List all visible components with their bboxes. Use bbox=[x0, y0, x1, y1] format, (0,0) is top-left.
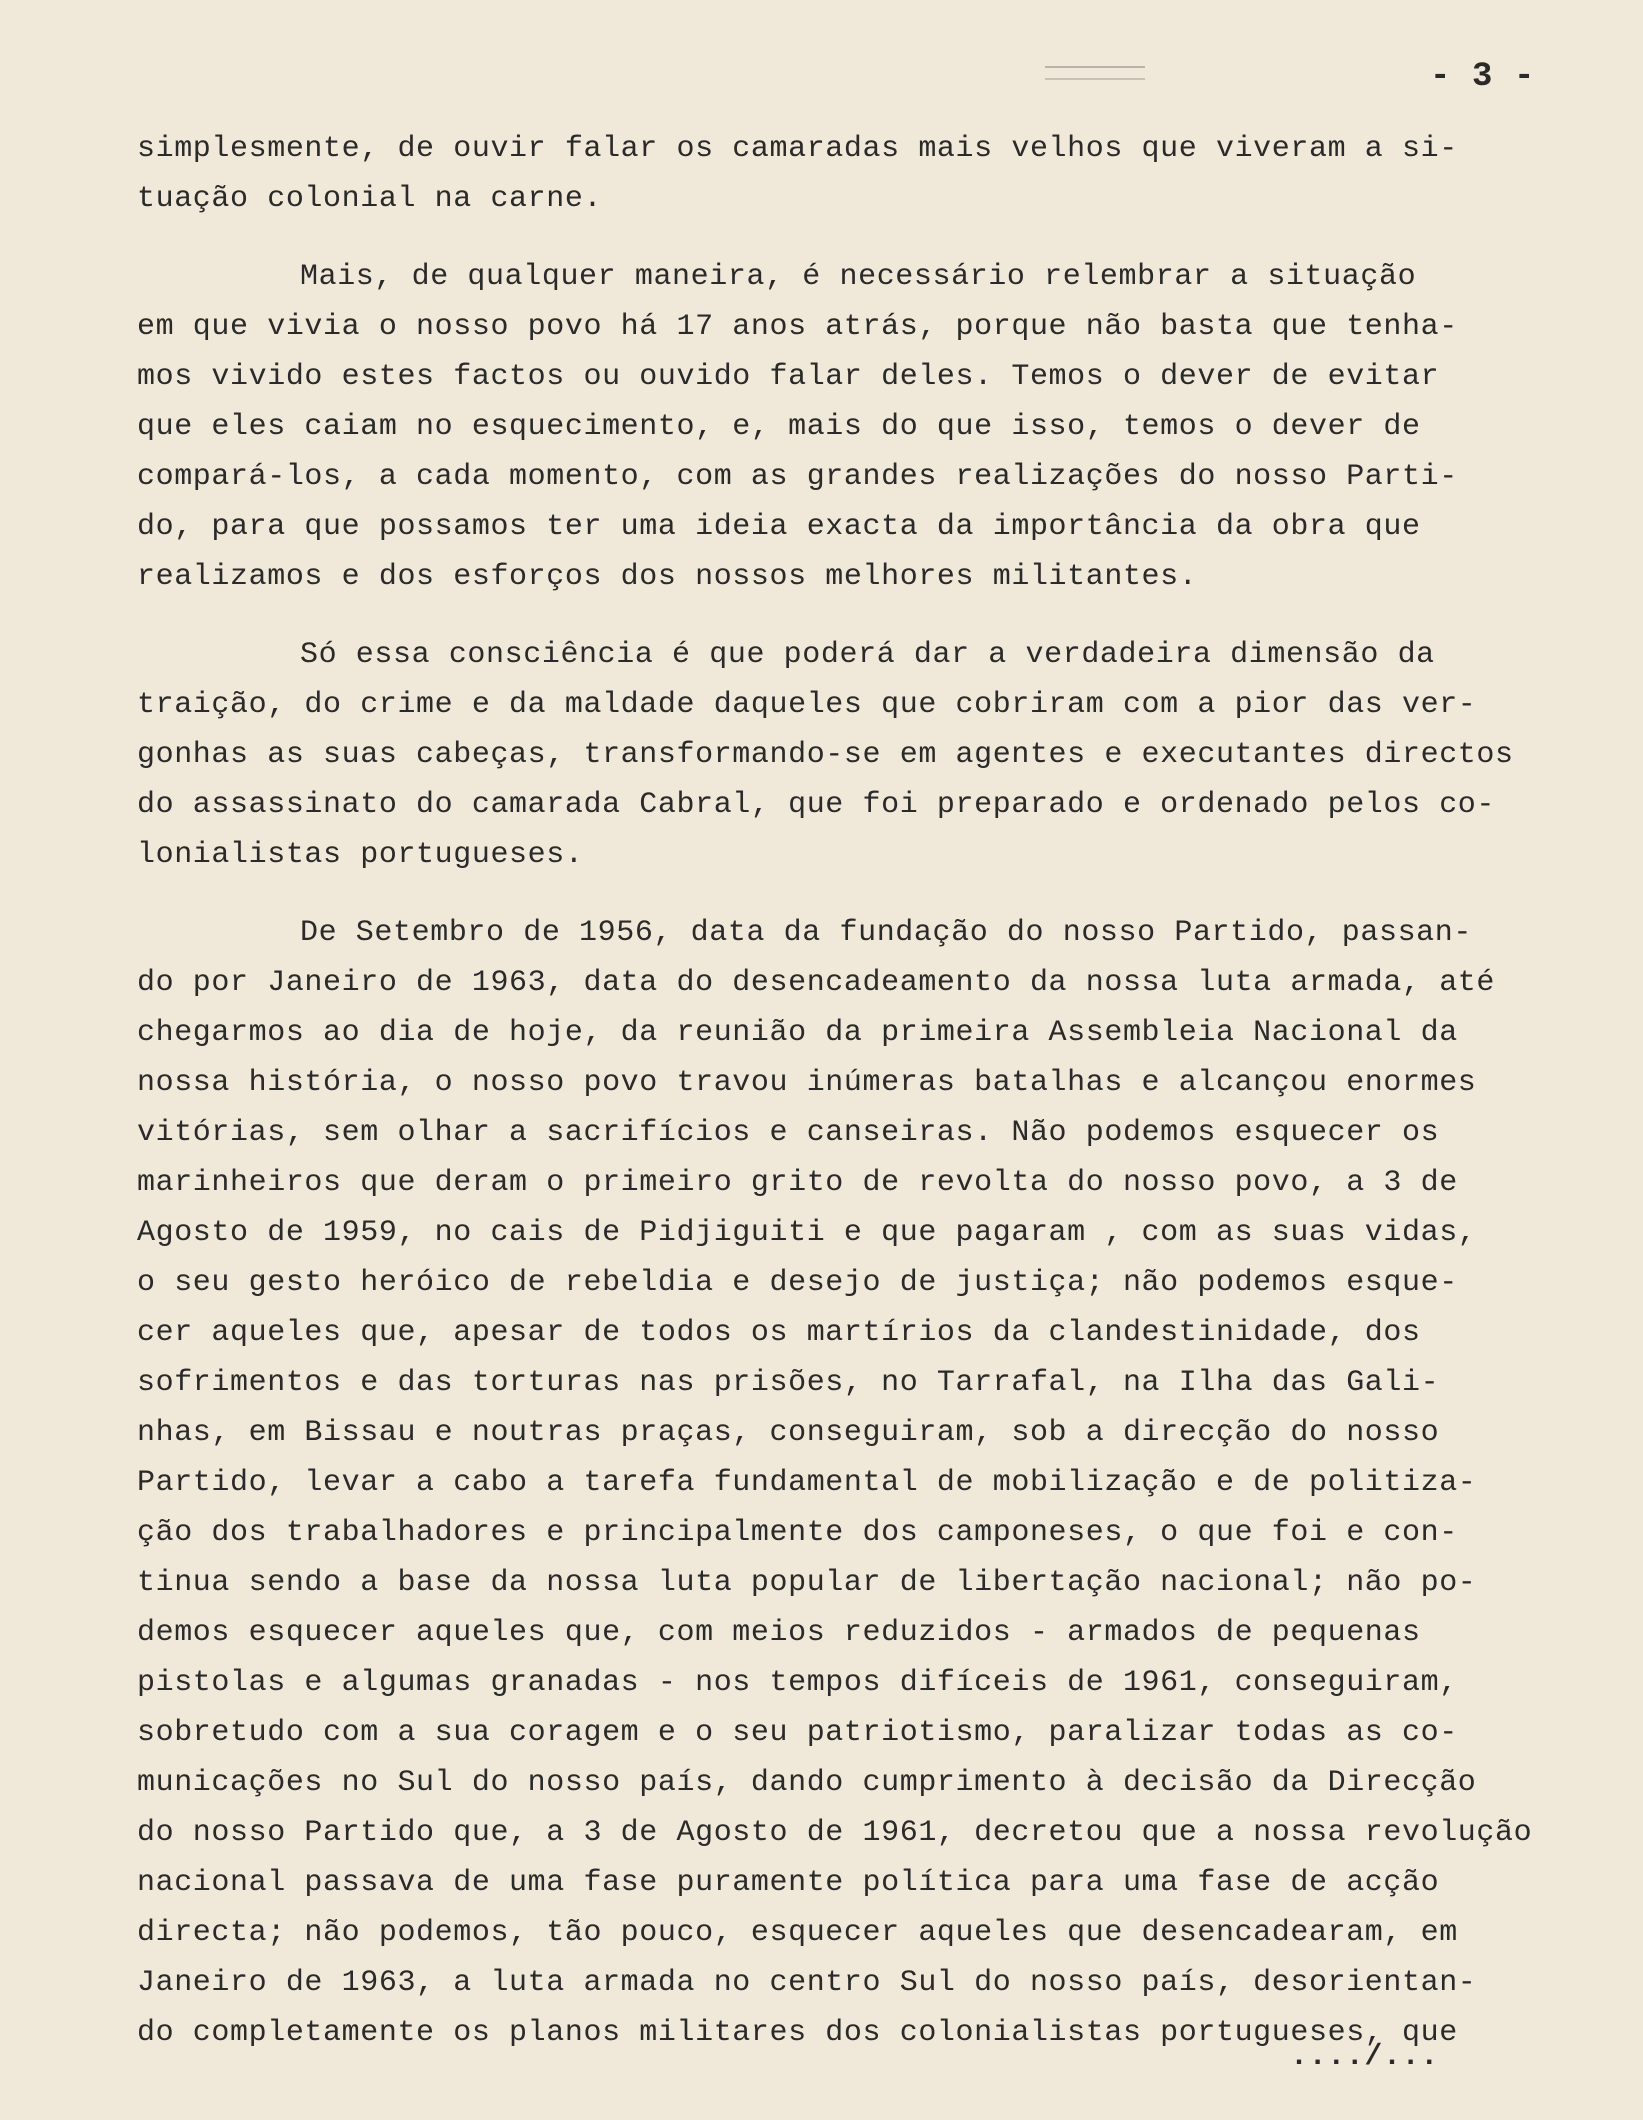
text-line: nossa história, o nosso povo travou inúmeras batalhas e alcançou enormes bbox=[137, 1066, 1477, 1100]
paragraph bbox=[137, 124, 1602, 224]
text-line: marinheiros que deram o primeiro grito de revolta do nosso povo, a 3 de bbox=[137, 1166, 1458, 1200]
text-line: municações no Sul do nosso país, dando cumprimento à decisão da Direcção bbox=[137, 1766, 1477, 1800]
text-line: do nosso Partido que, a 3 de Agosto de 1961, decretou que a nossa revolução bbox=[137, 1816, 1533, 1850]
text-line: Só essa consciência é que poderá dar a verdadeira dimensão da bbox=[300, 638, 1435, 672]
text-line: do por Janeiro de 1963, data do desencadeamento da nossa luta armada, até bbox=[137, 966, 1496, 1000]
text-line: que eles caiam no esquecimento, e, mais do que isso, temos o dever de bbox=[137, 410, 1421, 444]
text-line: do assassinato do camarada Cabral, que foi preparado e ordenado pelos co- bbox=[137, 788, 1496, 822]
paragraph bbox=[137, 908, 1602, 2058]
text-line: Janeiro de 1963, a luta armada no centro Sul do nosso país, desorientan- bbox=[137, 1966, 1477, 2000]
text-line: nhas, em Bissau e noutras praças, conseguiram, sob a direcção do nosso bbox=[137, 1416, 1440, 1450]
document-body bbox=[137, 124, 1602, 2058]
text-line: gonhas as suas cabeças, transformando-se em agentes e executantes directos bbox=[137, 738, 1514, 772]
text-line: compará-los, a cada momento, com as grandes realizações do nosso Parti- bbox=[137, 460, 1458, 494]
stamp-mark bbox=[1045, 66, 1145, 80]
text-line: tuação colonial na carne. bbox=[137, 182, 603, 216]
text-line: mos vivido estes factos ou ouvido falar deles. Temos o dever de evitar bbox=[137, 360, 1440, 394]
text-line: do completamente os planos militares dos colonialistas portugueses, que bbox=[137, 2016, 1458, 2050]
page-number: - 3 - bbox=[1430, 58, 1536, 96]
text-line: cer aqueles que, apesar de todos os martírios da clandestinidade, dos bbox=[137, 1316, 1421, 1350]
text-line: traição, do crime e da maldade daqueles que cobriram com a pior das ver- bbox=[137, 688, 1477, 722]
text-line: demos esquecer aqueles que, com meios reduzidos - armados de pequenas bbox=[137, 1616, 1421, 1650]
paragraph bbox=[137, 252, 1602, 602]
text-line: tinua sendo a base da nossa luta popular de libertação nacional; não po- bbox=[137, 1566, 1477, 1600]
text-line: simplesmente, de ouvir falar os camaradas mais velhos que viveram a si- bbox=[137, 132, 1458, 166]
text-line: Mais, de qualquer maneira, é necessário relembrar a situação bbox=[300, 260, 1417, 294]
text-line: pistolas e algumas granadas - nos tempos difíceis de 1961, conseguiram, bbox=[137, 1666, 1458, 1700]
text-line: Agosto de 1959, no cais de Pidjiguiti e que pagaram , com as suas vidas, bbox=[137, 1216, 1477, 1250]
text-line: lonialistas portugueses. bbox=[137, 838, 584, 872]
text-line: De Setembro de 1956, data da fundação do nosso Partido, passan- bbox=[300, 916, 1472, 950]
text-line: Partido, levar a cabo a tarefa fundamental de mobilização e de politiza- bbox=[137, 1466, 1477, 1500]
text-line: do, para que possamos ter uma ideia exacta da importância da obra que bbox=[137, 510, 1421, 544]
text-line: nacional passava de uma fase puramente política para uma fase de acção bbox=[137, 1866, 1440, 1900]
text-line: vitórias, sem olhar a sacrifícios e canseiras. Não podemos esquecer os bbox=[137, 1116, 1440, 1150]
text-line: em que vivia o nosso povo há 17 anos atrás, porque não basta que tenha- bbox=[137, 310, 1458, 344]
paragraph bbox=[137, 630, 1602, 880]
text-line: ção dos trabalhadores e principalmente dos camponeses, o que foi e con- bbox=[137, 1516, 1458, 1550]
text-line: o seu gesto heróico de rebeldia e desejo de justiça; não podemos esque- bbox=[137, 1266, 1458, 1300]
text-line: realizamos e dos esforços dos nossos melhores militantes. bbox=[137, 560, 1198, 594]
text-line: chegarmos ao dia de hoje, da reunião da primeira Assembleia Nacional da bbox=[137, 1016, 1458, 1050]
text-line: sobretudo com a sua coragem e o seu patriotismo, paralizar todas as co- bbox=[137, 1716, 1458, 1750]
continuation-mark: ..../... bbox=[1290, 2040, 1439, 2074]
text-line: directa; não podemos, tão pouco, esquecer aqueles que desencadearam, em bbox=[137, 1916, 1458, 1950]
text-line: sofrimentos e das torturas nas prisões, no Tarrafal, na Ilha das Gali- bbox=[137, 1366, 1440, 1400]
